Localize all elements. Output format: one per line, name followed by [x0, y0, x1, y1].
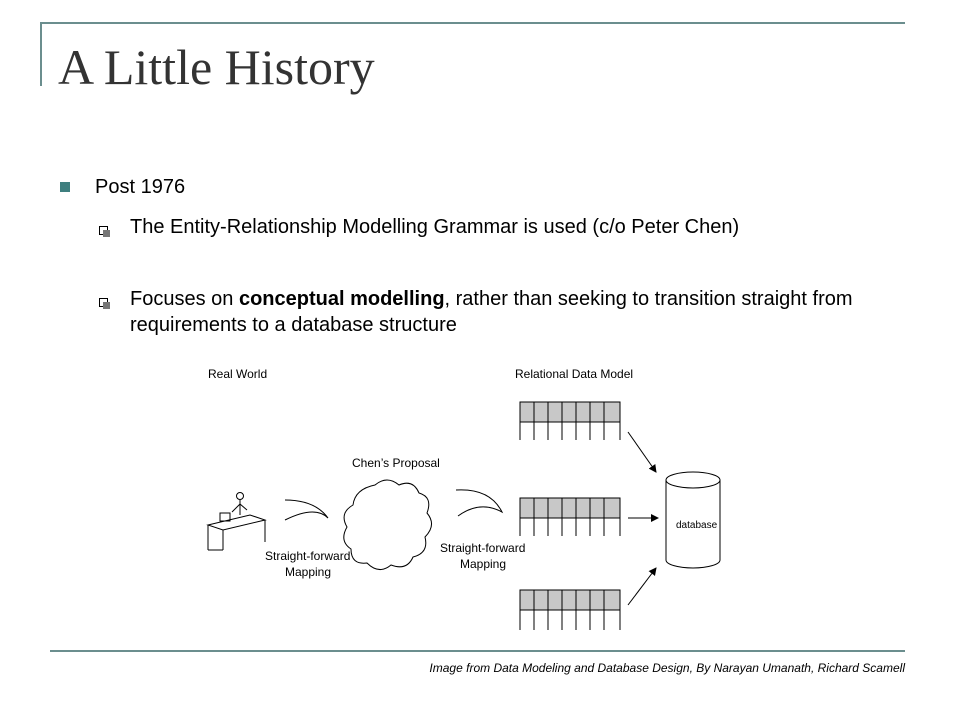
main-bullet-text: Post 1976 [95, 176, 186, 198]
title-rule-left [40, 22, 42, 86]
chens-proposal-label: Chen’s Proposal [352, 456, 440, 470]
relational-table-bottom-icon [520, 590, 620, 630]
sub-bullet-icon [99, 226, 108, 235]
mapping-arrow-1-icon [285, 500, 328, 520]
relational-table-middle-icon [520, 498, 620, 536]
title-rule [40, 22, 905, 24]
real-world-figure-icon [208, 493, 265, 551]
arrow-bottom-icon [628, 568, 656, 605]
real-world-label: Real World [208, 367, 268, 381]
slide-title: A Little History [58, 39, 375, 95]
chens-proposal-cloud-icon [344, 480, 432, 570]
arrow-top-icon [628, 432, 656, 472]
sub-bullet-icon [99, 298, 108, 307]
mapping-label-2-line2: Mapping [460, 557, 507, 571]
relational-table-top-icon [520, 402, 620, 440]
sub-item-2: Focuses on conceptual modelling, rather than seeking to transition straight from requirements to a database structure [130, 288, 853, 336]
footer-rule [50, 650, 905, 652]
mapping-label-2-line1: Straight-forward [440, 541, 526, 555]
mapping-label-1-line2: Mapping [285, 565, 332, 579]
relational-model-label: Relational Data Model [515, 367, 634, 381]
mapping-label-1-line1: Straight-forward [265, 549, 351, 563]
mapping-arrow-2-icon [456, 490, 502, 516]
data-model-diagram [180, 360, 760, 640]
database-label: database [676, 520, 718, 531]
image-credit: Image from Data Modeling and Database Design, By Narayan Umanath, Richard Scamell [429, 661, 905, 675]
sub-item-1: The Entity-Relationship Modelling Grammar is used (c/o Peter Chen) [130, 216, 740, 238]
main-bullet-icon [60, 182, 70, 192]
